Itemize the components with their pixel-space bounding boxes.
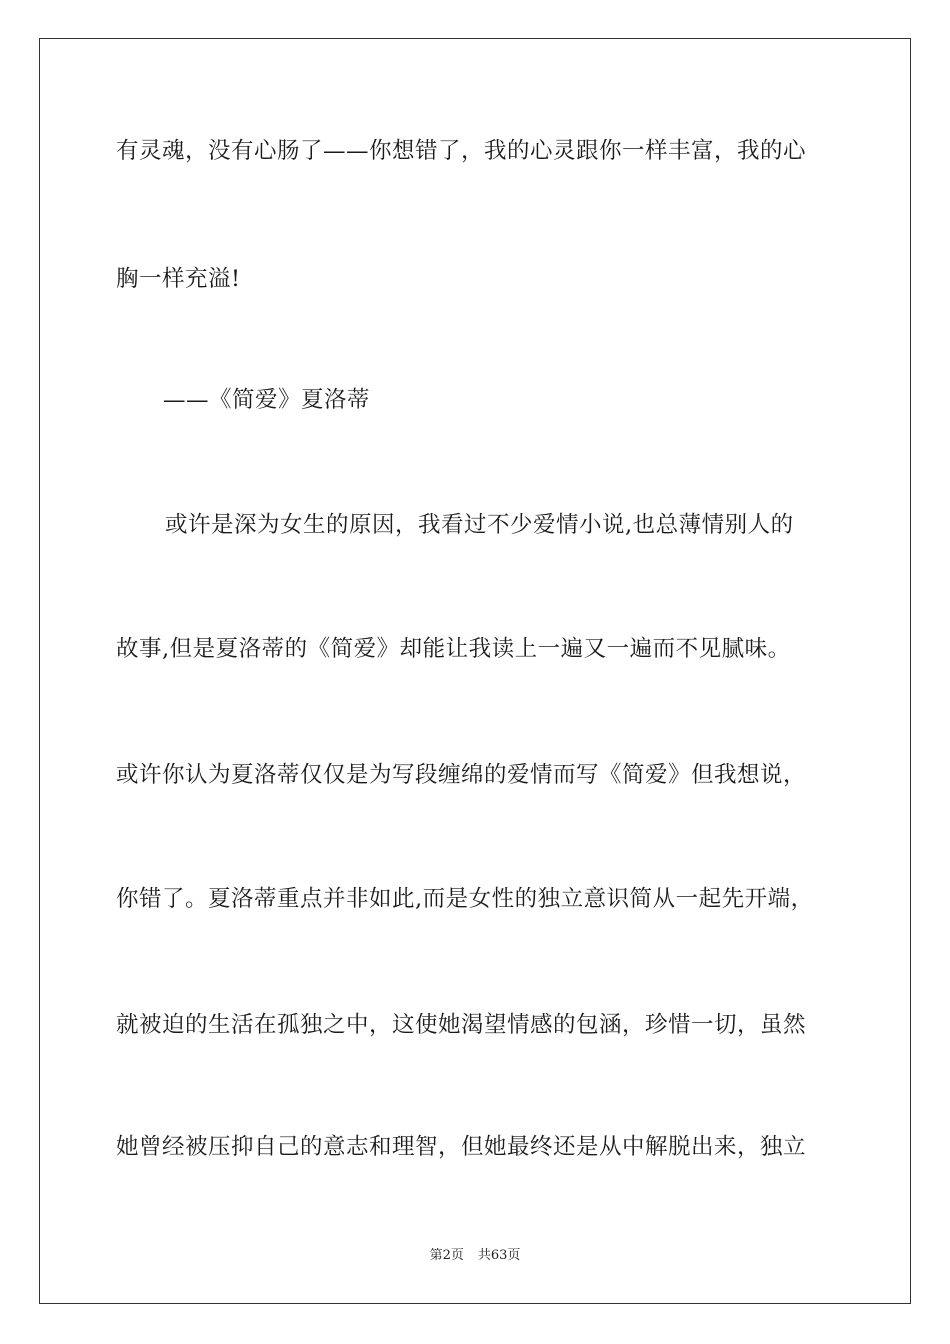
paragraph-first-line: 或许是深为女生的原因，我看过不少爱情小说,也总薄情别人的 [165, 512, 794, 538]
page-footer [0, 1247, 950, 1265]
body-text-line: 故事,但是夏洛蒂的《简爱》却能让我读上一遍又一遍而不见腻味。 [116, 636, 791, 662]
quote-attribution: ——《简爱》夏洛蒂 [163, 387, 371, 413]
total-pages: 共63页 [477, 1248, 521, 1263]
body-text-line: 她曾经被压抑自己的意志和理智，但她最终还是从中解脱出来，独立 [116, 1134, 807, 1160]
body-text-line: 有灵魂，没有心肠了——你想错了，我的心灵跟你一样丰富，我的心 [116, 138, 807, 164]
body-text-line: 胸一样充溢! [116, 266, 241, 292]
page-number: 第2页 [429, 1248, 464, 1263]
page-border [39, 38, 911, 1304]
body-text-line: 就被迫的生活在孤独之中，这使她渴望情感的包涵，珍惜一切，虽然 [116, 1012, 807, 1038]
body-text-line: 或许你认为夏洛蒂仅仅是为写段缠绵的爱情而写《简爱》但我想说， [116, 762, 807, 788]
body-text-line: 你错了。夏洛蒂重点并非如此,而是女性的独立意识简从一起先开端， [116, 886, 814, 912]
